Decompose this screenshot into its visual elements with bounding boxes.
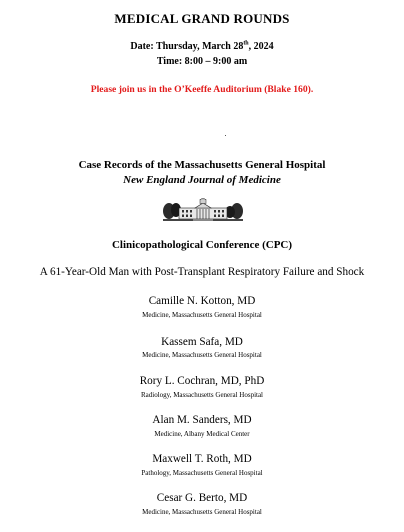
invitation-text: Please join us in the O’Keeffe Auditorium (Blake 160). bbox=[90, 84, 314, 95]
speaker-name: Cesar G. Berto, MD bbox=[156, 492, 248, 504]
conference-name: Clinicopathological Conference (CPC) bbox=[111, 239, 293, 251]
event-date-year: , 2024 bbox=[248, 41, 274, 52]
speaker-affiliation: Medicine, Albany Medical Center bbox=[154, 430, 250, 438]
speaker-affiliation: Radiology, Massachusetts General Hospital bbox=[140, 391, 264, 399]
speaker-affiliation: Medicine, Massachusetts General Hospital bbox=[142, 508, 262, 516]
stray-dot bbox=[225, 135, 226, 136]
page-title: MEDICAL GRAND ROUNDS bbox=[114, 11, 290, 26]
hospital-building-icon bbox=[163, 198, 243, 223]
speaker-affiliation: Medicine, Massachusetts General Hospital bbox=[142, 351, 262, 359]
speaker-name: Camille N. Kotton, MD bbox=[148, 295, 256, 307]
speaker-name: Maxwell T. Roth, MD bbox=[152, 453, 252, 465]
series-name: Case Records of the Massachusetts General Hospital bbox=[78, 159, 326, 171]
event-time: Time: 8:00 – 9:00 am bbox=[156, 56, 248, 67]
case-title: A 61-Year-Old Man with Post-Transplant Respiratory Failure and Shock bbox=[39, 266, 365, 278]
event-date bbox=[0, 42, 404, 52]
speaker-name: Kassem Safa, MD bbox=[161, 336, 243, 348]
journal-name: New England Journal of Medicine bbox=[123, 174, 281, 186]
speaker-affiliation: Medicine, Massachusetts General Hospital bbox=[142, 311, 262, 319]
event-date-ordinal: th bbox=[243, 40, 249, 47]
speaker-name: Alan M. Sanders, MD bbox=[152, 414, 252, 426]
speaker-affiliation: Pathology, Massachusetts General Hospital bbox=[141, 469, 263, 477]
speaker-name: Rory L. Cochran, MD, PhD bbox=[139, 375, 265, 387]
event-date-main: Date: Thursday, March 28 bbox=[130, 41, 244, 52]
